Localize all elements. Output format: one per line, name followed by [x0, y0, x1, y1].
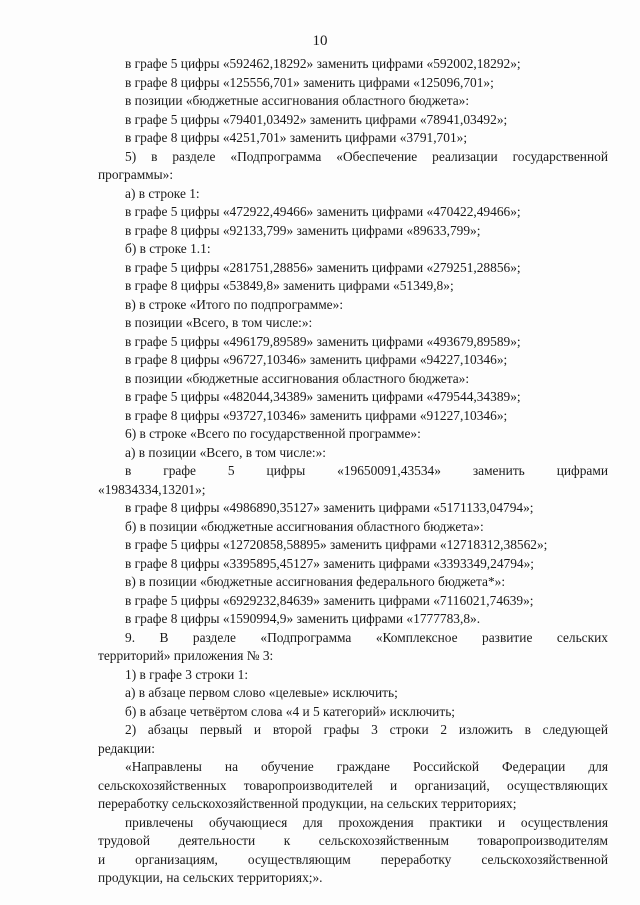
text-line: и организациям, осуществляющим переработку сельскохозяйственной: [98, 851, 608, 867]
text-line: в графе 5 цифры «6929232,84639» заменить цифрами «7116021,74639»;: [125, 592, 534, 608]
text-line: в графе 8 цифры «125556,701» заменить цифрами «125096,701»;: [125, 74, 494, 90]
text-line: в графе 8 цифры «4251,701» заменить цифрами «3791,701»;: [125, 130, 468, 145]
text-line: а) в позиции «Всего, в том числе:»:: [125, 444, 327, 460]
text-line: в графе 5 цифры «496179,89589» заменить цифрами «493679,89589»;: [125, 333, 521, 349]
text-line: трудовой деятельности к сельскохозяйственным товаропроизводителям: [98, 833, 608, 848]
text-line: «19834334,13201»;: [98, 481, 206, 497]
text-line: б) в абзаце четвёртом слова «4 и 5 категорий» исключить;: [125, 703, 456, 719]
text-line: «Направлены на обучение граждане Российской Федерации для: [125, 759, 608, 774]
text-line: привлечены обучающиеся для прохождения практики и осуществления: [125, 814, 608, 830]
text-line: в позиции «бюджетные ассигнования областного бюджета»:: [125, 93, 470, 108]
text-line: в графе 5 цифры «281751,28856» заменить цифрами «279251,28856»;: [125, 259, 521, 275]
text-line: в графе 8 цифры «53849,8» заменить цифрами «51349,8»;: [125, 278, 454, 293]
text-line: 1) в графе 3 строки 1:: [125, 666, 249, 682]
text-line: программы»:: [98, 167, 174, 182]
page-number: 10: [312, 33, 328, 49]
text-line: продукции, на сельских территориях;».: [98, 870, 323, 885]
text-line: а) в абзаце первом слово «целевые» исключить;: [125, 685, 398, 700]
text-line: сельскохозяйственных товаропроизводителей и организаций, осуществляющих: [98, 777, 608, 793]
text-line: в графе 8 цифры «3395895,45127» заменить цифрами «3393349,24794»;: [125, 555, 535, 571]
text-line: в графе 5 цифры «592462,18292» заменить цифрами «592002,18292»;: [125, 56, 521, 71]
text-line: 6) в строке «Всего по государственной программе»:: [125, 426, 421, 441]
text-line: в графе 5 цифры «472922,49466» заменить цифрами «470422,49466»;: [125, 204, 521, 219]
text-line: в графе 8 цифры «93727,10346» заменить цифрами «91227,10346»;: [125, 407, 508, 423]
text-line: в графе 5 цифры «79401,03492» заменить цифрами «78941,03492»;: [125, 111, 508, 127]
text-line: в графе 5 цифры «19650091,43534» заменить цифрами: [125, 463, 608, 478]
text-line: в) в позиции «бюджетные ассигнования федерального бюджета*»:: [125, 574, 506, 589]
text-line: в графе 8 цифры «1590994,9» заменить цифрами «1777783,8».: [125, 611, 481, 626]
text-line: б) в строке 1.1:: [125, 241, 211, 256]
text-line: 2) абзацы первый и второй графы 3 строки 2 изложить в следующей: [125, 722, 608, 737]
text-line: территорий» приложения № 3:: [98, 648, 274, 663]
text-line: в) в строке «Итого по подпрограмме»:: [125, 296, 344, 312]
text-line: в графе 5 цифры «12720858,58895» заменить цифрами «12718312,38562»;: [125, 537, 548, 552]
text-line: в графе 8 цифры «96727,10346» заменить цифрами «94227,10346»;: [125, 352, 508, 367]
text-line: а) в строке 1:: [125, 185, 200, 201]
text-line: в графе 5 цифры «482044,34389» заменить цифрами «479544,34389»;: [125, 389, 521, 404]
text-line: переработку сельскохозяйственной продукции, на сельских территориях;: [98, 796, 517, 811]
text-line: 9. В разделе «Подпрограмма «Комплексное развитие сельских: [125, 629, 608, 645]
text-line: в позиции «Всего, в том числе:»:: [125, 315, 313, 330]
text-line: в позиции «бюджетные ассигнования областного бюджета»:: [125, 370, 470, 386]
text-line: редакции:: [98, 740, 155, 756]
text-line: б) в позиции «бюджетные ассигнования областного бюджета»:: [125, 518, 484, 534]
text-line: в графе 8 цифры «92133,799» заменить цифрами «89633,799»;: [125, 222, 481, 238]
text-line: 5) в разделе «Подпрограмма «Обеспечение реализации государственной: [125, 148, 608, 164]
text-line: в графе 8 цифры «4986890,35127» заменить цифрами «5171133,04794»;: [125, 500, 534, 515]
